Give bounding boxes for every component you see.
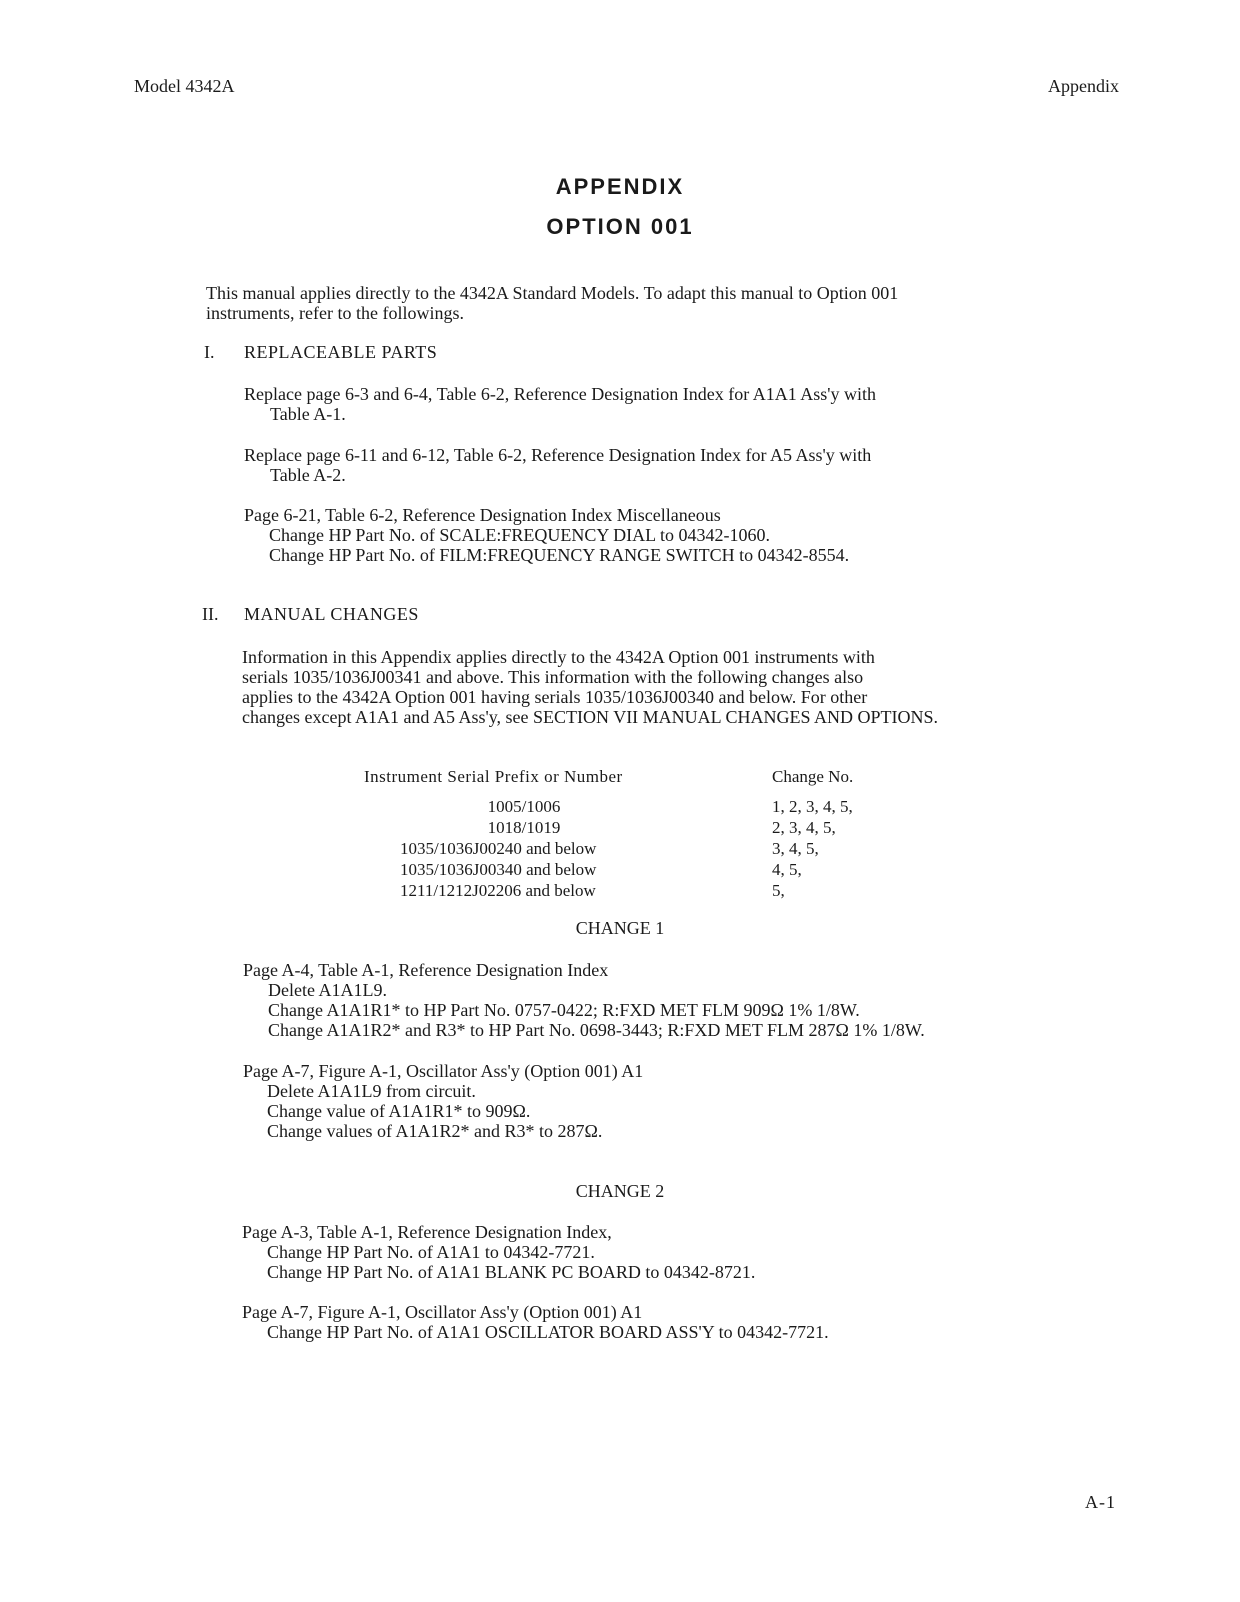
paragraph-line: Change HP Part No. of A1A1 BLANK PC BOARD to 04342-8721. [267, 1262, 756, 1282]
paragraph-line: Change HP Part No. of SCALE:FREQUENCY DIAL to 04342-1060. [269, 525, 770, 545]
table-row [364, 881, 853, 902]
serial-change-table [364, 767, 853, 902]
serial-cell: 1035/1036J00240 and below [400, 839, 597, 858]
paragraph-line: Page A-3, Table A-1, Reference Designation Index, [242, 1222, 612, 1242]
serial-cell: 1018/1019 [487, 818, 561, 837]
intro-paragraph [206, 283, 898, 323]
header-section: Appendix [1048, 76, 1119, 96]
paragraph-line: Information in this Appendix applies directly to the 4342A Option 001 instruments with [242, 647, 875, 667]
paragraph-line: Page A-4, Table A-1, Reference Designation Index [243, 960, 609, 980]
page-subtitle: OPTION 001 [546, 214, 694, 239]
paragraph-line: Page A-7, Figure A-1, Oscillator Ass'y (Option 001) A1 [243, 1061, 644, 1081]
paragraph-line: Page A-7, Figure A-1, Oscillator Ass'y (Option 001) A1 [242, 1302, 643, 1322]
section-1-paragraph-1 [244, 384, 876, 424]
change-cell: 5, [772, 881, 785, 900]
column-header-serial: Instrument Serial Prefix or Number [364, 767, 623, 786]
change-1-heading: CHANGE 1 [575, 918, 665, 938]
paragraph-line: serials 1035/1036J00341 and above. This information with the following changes also [242, 667, 864, 687]
section-1-paragraph-3 [244, 505, 849, 565]
table-row [364, 839, 853, 860]
table-row [364, 860, 853, 881]
paragraph-line: Delete A1A1L9 from circuit. [267, 1081, 476, 1101]
section-2-number: II. [202, 604, 219, 624]
paragraph-line: Change HP Part No. of A1A1 OSCILLATOR BOARD ASS'Y to 04342-7721. [267, 1322, 829, 1342]
serial-cell: 1211/1212J02206 and below [400, 881, 596, 900]
change-cell: 1, 2, 3, 4, 5, [772, 797, 853, 816]
paragraph-line: Change A1A1R1* to HP Part No. 0757-0422; R:FXD MET FLM 909Ω 1% 1/8W. [268, 1000, 860, 1020]
table-row [364, 818, 853, 839]
paragraph-line: Change A1A1R2* and R3* to HP Part No. 0698-3443; R:FXD MET FLM 287Ω 1% 1/8W. [268, 1020, 925, 1040]
header-model: Model 4342A [134, 76, 235, 96]
paragraph-line: Change value of A1A1R1* to 909Ω. [267, 1101, 531, 1121]
change-cell: 4, 5, [772, 860, 802, 879]
serial-cell: 1035/1036J00340 and below [400, 860, 597, 879]
paragraph-line: Replace page 6-11 and 6-12, Table 6-2, Reference Designation Index for A5 Ass'y with [244, 445, 872, 465]
page-title: APPENDIX [555, 174, 685, 199]
change-2-block-2 [242, 1302, 829, 1342]
section-1-paragraph-2 [244, 445, 871, 485]
section-1-number: I. [204, 342, 215, 362]
paragraph-line: changes except A1A1 and A5 Ass'y, see SECTION VII MANUAL CHANGES AND OPTIONS. [242, 707, 939, 727]
change-1-block-1 [243, 960, 925, 1040]
page-number: A-1 [1085, 1492, 1116, 1512]
intro-line: instruments, refer to the followings. [206, 303, 464, 323]
table-header-row [364, 767, 853, 797]
paragraph-line: Change values of A1A1R2* and R3* to 287Ω. [267, 1121, 603, 1141]
column-header-change: Change No. [772, 767, 854, 786]
change-2-heading: CHANGE 2 [575, 1181, 665, 1201]
section-1-title: REPLACEABLE PARTS [244, 342, 438, 362]
paragraph-line: Table A-1. [270, 404, 346, 424]
paragraph-line: Page 6-21, Table 6-2, Reference Designation Index Miscellaneous [244, 505, 721, 525]
change-2-block-1 [242, 1222, 755, 1282]
paragraph-line: Table A-2. [270, 465, 346, 485]
change-1-block-2 [243, 1061, 643, 1141]
section-2-title: MANUAL CHANGES [244, 604, 419, 624]
table-row [364, 797, 853, 818]
paragraph-line: Replace page 6-3 and 6-4, Table 6-2, Reference Designation Index for A1A1 Ass'y with [244, 384, 876, 404]
intro-line: This manual applies directly to the 4342A Standard Models. To adapt this manual to Option 001 [206, 283, 899, 303]
paragraph-line: Change HP Part No. of FILM:FREQUENCY RANGE SWITCH to 04342-8554. [269, 545, 850, 565]
paragraph-line: Change HP Part No. of A1A1 to 04342-7721. [267, 1242, 595, 1262]
change-cell: 2, 3, 4, 5, [772, 818, 836, 837]
paragraph-line: Delete A1A1L9. [268, 980, 387, 1000]
change-cell: 3, 4, 5, [772, 839, 819, 858]
serial-cell: 1005/1006 [487, 797, 561, 816]
section-2-paragraph [242, 647, 938, 727]
paragraph-line: applies to the 4342A Option 001 having serials 1035/1036J00340 and below. For other [242, 687, 868, 707]
